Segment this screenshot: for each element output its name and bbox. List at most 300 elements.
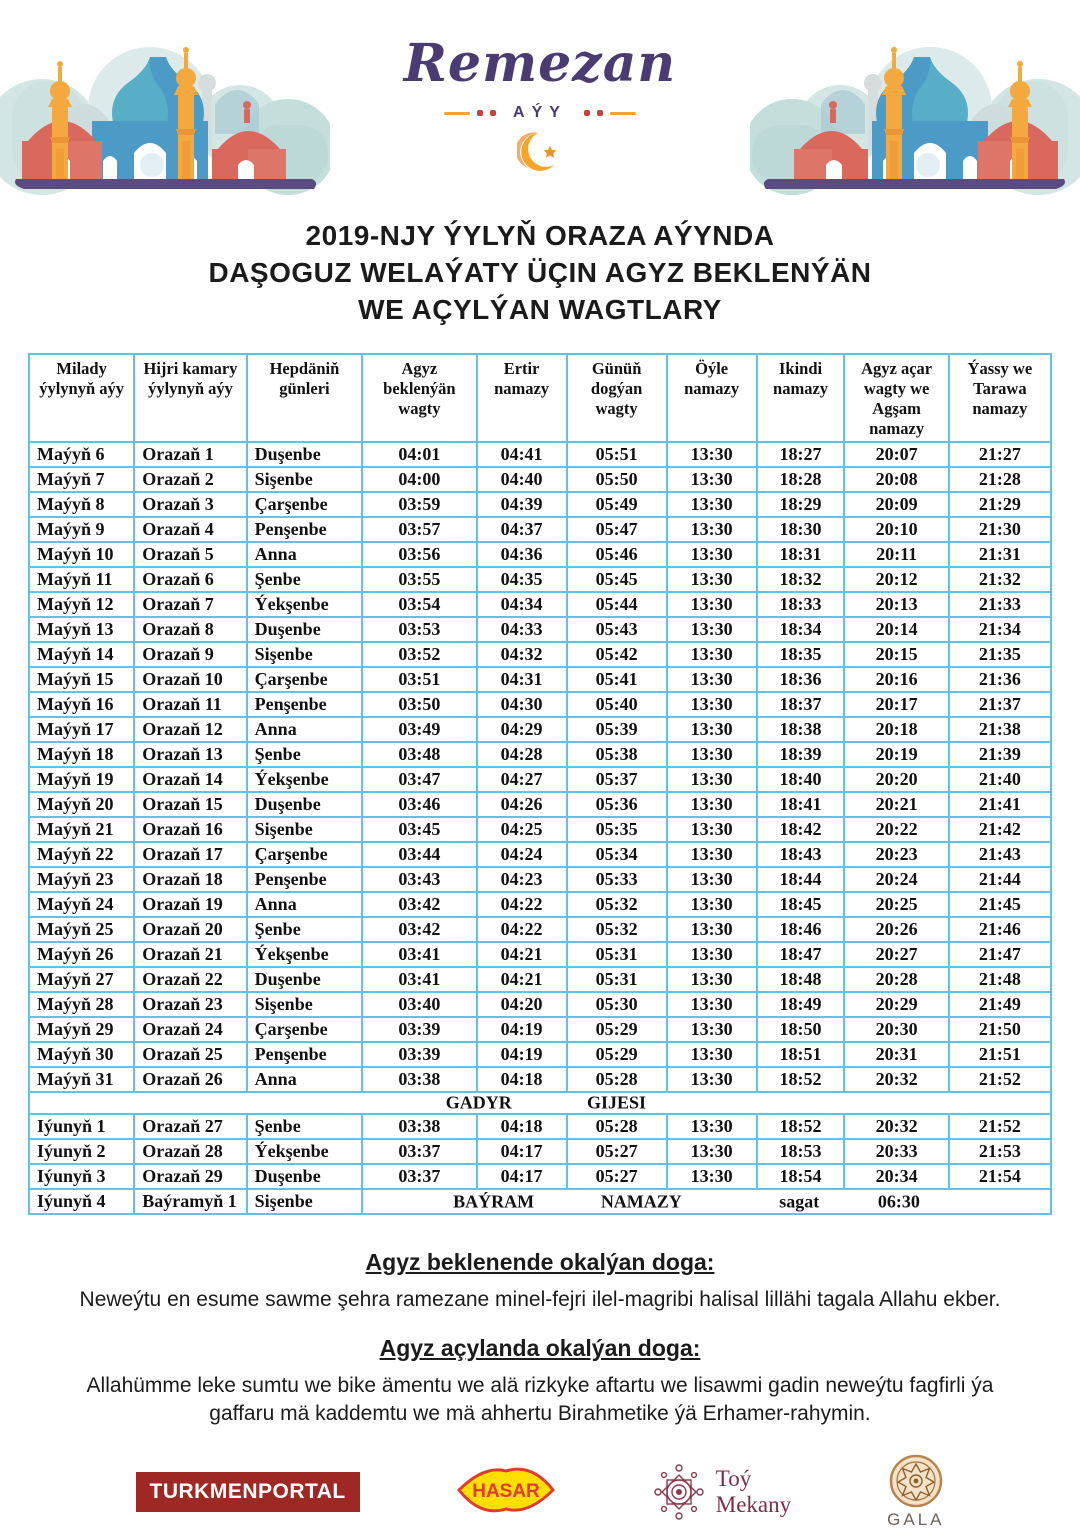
table-cell: 05:40: [567, 692, 667, 717]
table-cell: 13:30: [667, 842, 757, 867]
table-cell: 18:34: [757, 617, 845, 642]
table-cell: Orazaň 18: [134, 867, 246, 892]
table-cell: Iýunyň 4: [29, 1189, 134, 1214]
table-cell: 21:52: [949, 1067, 1051, 1092]
table-cell: 21:32: [949, 567, 1051, 592]
table-cell: 04:31: [477, 667, 567, 692]
brand-subtitle: AÝY: [513, 104, 567, 121]
table-row: [29, 592, 1051, 617]
table-cell: 20:19: [844, 742, 948, 767]
table-cell: 05:38: [567, 742, 667, 767]
table-cell: 04:39: [477, 492, 567, 517]
column-header: Ikindi namazy: [757, 354, 845, 443]
table-cell: 13:30: [667, 917, 757, 942]
table-cell: Sişenbe: [247, 992, 362, 1017]
bayram-label: 06:30: [877, 1191, 920, 1212]
brand-title: Remezan: [403, 33, 677, 94]
table-cell: 05:35: [567, 817, 667, 842]
table-cell: 04:32: [477, 642, 567, 667]
table-row: [29, 867, 1051, 892]
table-cell: 21:42: [949, 817, 1051, 842]
table-cell: 18:36: [757, 667, 845, 692]
table-cell: 18:30: [757, 517, 845, 542]
table-cell: Ýekşenbe: [247, 592, 362, 617]
table-cell: 21:54: [949, 1164, 1051, 1189]
table-cell: Maýyň 15: [29, 667, 134, 692]
table-row: [29, 767, 1051, 792]
table-row: [29, 717, 1051, 742]
table-cell: 20:32: [844, 1114, 948, 1139]
table-cell: 03:39: [362, 1042, 476, 1067]
table-cell: 20:09: [844, 492, 948, 517]
table-cell: 03:38: [362, 1114, 476, 1139]
table-cell: 04:24: [477, 842, 567, 867]
table-cell: 21:53: [949, 1139, 1051, 1164]
table-cell: Şenbe: [247, 917, 362, 942]
ornament-dash-icon: [610, 112, 636, 115]
table-row: [29, 1017, 1051, 1042]
table-cell: Çarşenbe: [247, 1017, 362, 1042]
table-cell: 03:53: [362, 617, 476, 642]
sponsor-logos-row: [0, 1454, 1080, 1530]
doga-heading: Agyz açylanda okalýan doga:: [379, 1334, 701, 1361]
table-header-row: [29, 354, 1051, 443]
table-cell: 20:16: [844, 667, 948, 692]
table-cell: Orazaň 23: [134, 992, 246, 1017]
table-cell: 05:27: [567, 1139, 667, 1164]
bayram-namazy-cell: [362, 1189, 1051, 1214]
table-cell: 03:51: [362, 667, 476, 692]
table-cell: 21:31: [949, 542, 1051, 567]
table-cell: 04:40: [477, 467, 567, 492]
table-cell: 13:30: [667, 992, 757, 1017]
table-cell: 05:45: [567, 567, 667, 592]
table-cell: 20:21: [844, 792, 948, 817]
table-cell: Orazaň 15: [134, 792, 246, 817]
table-cell: 03:55: [362, 567, 476, 592]
turkmenportal-logo: TURKMENPORTAL: [136, 1472, 360, 1512]
table-cell: 05:50: [567, 467, 667, 492]
table-cell: 18:52: [757, 1067, 845, 1092]
ornament-dot-icon: [490, 110, 496, 116]
column-header: Agyz beklenýän wagty: [362, 354, 476, 443]
table-cell: 13:30: [667, 892, 757, 917]
table-cell: Maýyň 9: [29, 517, 134, 542]
page-title: [0, 218, 1080, 329]
table-cell: Maýyň 28: [29, 992, 134, 1017]
table-cell: 04:33: [477, 617, 567, 642]
table-cell: 13:30: [667, 1042, 757, 1067]
table-cell: 18:49: [757, 992, 845, 1017]
table-cell: Orazaň 10: [134, 667, 246, 692]
toy-mekany-text: [716, 1466, 791, 1519]
table-cell: 05:49: [567, 492, 667, 517]
table-cell: 20:27: [844, 942, 948, 967]
doga-heading: Agyz beklenende okalýan doga:: [365, 1249, 715, 1276]
table-cell: 04:17: [477, 1139, 567, 1164]
table-cell: 05:51: [567, 442, 667, 467]
table-row: [29, 692, 1051, 717]
table-cell: 05:33: [567, 867, 667, 892]
ornament-dot-icon: [597, 110, 603, 116]
table-row: [29, 817, 1051, 842]
table-cell: Orazaň 20: [134, 917, 246, 942]
ornament-dot-icon: [477, 110, 483, 116]
table-cell: 04:34: [477, 592, 567, 617]
table-cell: Anna: [247, 717, 362, 742]
table-cell: Ýekşenbe: [247, 1139, 362, 1164]
table-cell: 03:38: [362, 1067, 476, 1092]
table-cell: Maýyň 30: [29, 1042, 134, 1067]
gala-ornament-icon: [889, 1454, 943, 1508]
table-cell: 13:30: [667, 742, 757, 767]
table-cell: 13:30: [667, 1139, 757, 1164]
table-cell: 03:44: [362, 842, 476, 867]
table-cell: 05:28: [567, 1067, 667, 1092]
table-cell: Maýyň 29: [29, 1017, 134, 1042]
table-cell: 04:29: [477, 717, 567, 742]
table-cell: Maýyň 12: [29, 592, 134, 617]
table-cell: Maýyň 16: [29, 692, 134, 717]
table-cell: Maýyň 24: [29, 892, 134, 917]
table-cell: 21:33: [949, 592, 1051, 617]
table-cell: 05:42: [567, 642, 667, 667]
table-cell: Maýyň 13: [29, 617, 134, 642]
table-cell: 05:28: [567, 1114, 667, 1139]
table-cell: Penşenbe: [247, 692, 362, 717]
table-cell: Orazaň 1: [134, 442, 246, 467]
table-cell: 13:30: [667, 1067, 757, 1092]
table-cell: Şenbe: [247, 742, 362, 767]
table-cell: 20:28: [844, 967, 948, 992]
table-cell: 05:30: [567, 992, 667, 1017]
table-cell: Anna: [247, 542, 362, 567]
table-cell: 21:44: [949, 867, 1051, 892]
table-cell: Iýunyň 3: [29, 1164, 134, 1189]
table-cell: 20:07: [844, 442, 948, 467]
table-cell: Orazaň 22: [134, 967, 246, 992]
column-header: Öýle namazy: [667, 354, 757, 443]
table-cell: 13:30: [667, 467, 757, 492]
table-cell: 04:26: [477, 792, 567, 817]
table-cell: 20:34: [844, 1164, 948, 1189]
table-cell: 04:19: [477, 1042, 567, 1067]
table-cell: 18:51: [757, 1042, 845, 1067]
table-cell: Anna: [247, 892, 362, 917]
table-cell: Ýekşenbe: [247, 942, 362, 967]
column-header: Milady ýylynyň aýy: [29, 354, 134, 443]
table-cell: 05:32: [567, 917, 667, 942]
table-cell: 05:37: [567, 767, 667, 792]
table-cell: 04:01: [362, 442, 476, 467]
table-cell: 18:38: [757, 717, 845, 742]
table-cell: 21:38: [949, 717, 1051, 742]
table-cell: 20:31: [844, 1042, 948, 1067]
table-cell: 18:50: [757, 1017, 845, 1042]
table-cell: 03:40: [362, 992, 476, 1017]
table-cell: 20:26: [844, 917, 948, 942]
table-cell: 13:30: [667, 717, 757, 742]
table-cell: 21:40: [949, 767, 1051, 792]
table-row: [29, 542, 1051, 567]
table-cell: 18:54: [757, 1164, 845, 1189]
table-cell: 03:42: [362, 917, 476, 942]
table-cell: 04:37: [477, 517, 567, 542]
table-row: [29, 842, 1051, 867]
table-cell: 20:22: [844, 817, 948, 842]
table-cell: Maýyň 18: [29, 742, 134, 767]
table-cell: 13:30: [667, 1017, 757, 1042]
table-cell: Sişenbe: [247, 642, 362, 667]
table-cell: 05:29: [567, 1017, 667, 1042]
table-cell: 20:11: [844, 542, 948, 567]
table-cell: 04:23: [477, 867, 567, 892]
table-row: [29, 517, 1051, 542]
table-cell: Orazaň 5: [134, 542, 246, 567]
table-cell: 18:39: [757, 742, 845, 767]
table-cell: 05:43: [567, 617, 667, 642]
table-cell: Sişenbe: [247, 1189, 362, 1214]
table-cell: 13:30: [667, 667, 757, 692]
table-cell: 04:35: [477, 567, 567, 592]
doga-text: Allahümme leke sumtu we bike ämentu we alä rizkyke aftartu we lisawmi gadin neweýtu fagfirli ýa gaffaru mä kaddemtu we mä ahhertu Birahmetike ýä Erhamer-rahymin.: [86, 1373, 994, 1426]
table-cell: 18:33: [757, 592, 845, 617]
table-cell: Duşenbe: [247, 617, 362, 642]
crescent-moon-icon: [517, 130, 563, 176]
table-cell: 05:27: [567, 1164, 667, 1189]
gala-logo: [887, 1454, 944, 1530]
table-cell: Orazaň 17: [134, 842, 246, 867]
hero-header: [0, 0, 1080, 202]
table-cell: 03:37: [362, 1139, 476, 1164]
table-cell: 18:48: [757, 967, 845, 992]
table-cell: 21:27: [949, 442, 1051, 467]
table-cell: 13:30: [667, 492, 757, 517]
table-cell: 20:17: [844, 692, 948, 717]
table-cell: Orazaň 12: [134, 717, 246, 742]
table-cell: 13:30: [667, 817, 757, 842]
table-cell: 21:50: [949, 1017, 1051, 1042]
table-cell: 18:46: [757, 917, 845, 942]
table-cell: Anna: [247, 1067, 362, 1092]
table-cell: 18:27: [757, 442, 845, 467]
toy-mekany-line1: Toý: [715, 1465, 752, 1491]
table-cell: 13:30: [667, 642, 757, 667]
table-cell: 18:32: [757, 567, 845, 592]
table-cell: Orazaň 16: [134, 817, 246, 842]
table-cell: 13:30: [667, 1114, 757, 1139]
table-cell: 13:30: [667, 567, 757, 592]
table-row: [29, 642, 1051, 667]
table-cell: Orazaň 3: [134, 492, 246, 517]
table-cell: 03:39: [362, 1017, 476, 1042]
table-cell: 03:57: [362, 517, 476, 542]
table-cell: 03:37: [362, 1164, 476, 1189]
table-cell: 05:31: [567, 942, 667, 967]
table-cell: 03:54: [362, 592, 476, 617]
table-cell: 04:20: [477, 992, 567, 1017]
title-line: WE AÇYLÝAN WAGTLARY: [358, 293, 722, 325]
table-cell: Penşenbe: [247, 1042, 362, 1067]
gadyr-label: GIJESI: [586, 1092, 647, 1113]
table-cell: Duşenbe: [247, 792, 362, 817]
table-cell: 13:30: [667, 592, 757, 617]
table-cell: Orazaň 25: [134, 1042, 246, 1067]
brand-subtitle-row: [0, 104, 1080, 122]
table-cell: Şenbe: [247, 1114, 362, 1139]
column-header: Agyz açar wagty we Agşam namazy: [844, 354, 948, 443]
table-cell: 20:23: [844, 842, 948, 867]
table-cell: 18:40: [757, 767, 845, 792]
table-cell: Maýyň 17: [29, 717, 134, 742]
table-cell: 04:28: [477, 742, 567, 767]
table-cell: 13:30: [667, 692, 757, 717]
table-cell: Orazaň 7: [134, 592, 246, 617]
ornament-dot-icon: [584, 110, 590, 116]
table-cell: Orazaň 24: [134, 1017, 246, 1042]
table-cell: 04:21: [477, 967, 567, 992]
table-cell: Orazaň 6: [134, 567, 246, 592]
ornament-dash-icon: [444, 112, 470, 115]
table-cell: Orazaň 26: [134, 1067, 246, 1092]
table-cell: 13:30: [667, 967, 757, 992]
table-cell: Orazaň 21: [134, 942, 246, 967]
table-cell: Maýyň 6: [29, 442, 134, 467]
table-cell: 04:17: [477, 1164, 567, 1189]
title-line: DAŞOGUZ WELAÝATY ÜÇIN AGYZ BEKLENÝÄN: [208, 256, 872, 288]
column-header: Ertir namazy: [477, 354, 567, 443]
doga-text: Neweýtu en esume sawme şehra ramezane minel-fejri ilel-magribi halisal lillähi tagala Allahu ekber.: [79, 1288, 1001, 1312]
table-cell: 05:44: [567, 592, 667, 617]
table-row: [29, 742, 1051, 767]
table-cell: Maýyň 10: [29, 542, 134, 567]
table-cell: Orazaň 19: [134, 892, 246, 917]
table-cell: Duşenbe: [247, 967, 362, 992]
table-cell: 03:43: [362, 867, 476, 892]
doga-section-fasting: [0, 1249, 1080, 1314]
table-row: [29, 792, 1051, 817]
table-cell: 21:49: [949, 992, 1051, 1017]
prayer-times-table-wrapper: [28, 353, 1052, 1216]
table-cell: 21:37: [949, 692, 1051, 717]
table-cell: Maýyň 23: [29, 867, 134, 892]
table-cell: 04:18: [477, 1114, 567, 1139]
table-cell: Orazaň 27: [134, 1114, 246, 1139]
brand-block: [0, 33, 1080, 181]
table-cell: Maýyň 26: [29, 942, 134, 967]
table-cell: 21:34: [949, 617, 1051, 642]
table-row: [29, 1114, 1051, 1139]
table-cell: Maýyň 7: [29, 467, 134, 492]
table-cell: 05:39: [567, 717, 667, 742]
table-cell: Orazaň 14: [134, 767, 246, 792]
table-cell: 20:08: [844, 467, 948, 492]
table-cell: Orazaň 29: [134, 1164, 246, 1189]
table-cell: 04:36: [477, 542, 567, 567]
table-cell: Orazaň 13: [134, 742, 246, 767]
table-cell: Duşenbe: [247, 442, 362, 467]
table-cell: 18:44: [757, 867, 845, 892]
table-cell: Sişenbe: [247, 467, 362, 492]
table-cell: 20:33: [844, 1139, 948, 1164]
table-cell: 18:42: [757, 817, 845, 842]
table-cell: 18:43: [757, 842, 845, 867]
table-cell: 05:41: [567, 667, 667, 692]
table-cell: Çarşenbe: [247, 667, 362, 692]
table-cell: Orazaň 28: [134, 1139, 246, 1164]
table-cell: 03:49: [362, 717, 476, 742]
toy-mekany-ornament-icon: [652, 1462, 706, 1522]
table-cell: 03:50: [362, 692, 476, 717]
table-row: [29, 492, 1051, 517]
table-cell: Maýyň 25: [29, 917, 134, 942]
table-cell: Iýunyň 2: [29, 1139, 134, 1164]
table-row: [29, 992, 1051, 1017]
toy-mekany-line2: Mekany: [715, 1492, 792, 1518]
table-cell: 04:22: [477, 917, 567, 942]
table-row: [29, 1139, 1051, 1164]
table-cell: 18:47: [757, 942, 845, 967]
table-cell: 03:46: [362, 792, 476, 817]
bayram-row: [29, 1189, 1051, 1214]
table-cell: 20:30: [844, 1017, 948, 1042]
table-cell: Penşenbe: [247, 517, 362, 542]
table-cell: 13:30: [667, 867, 757, 892]
table-cell: Maýyň 31: [29, 1067, 134, 1092]
gadyr-row: [29, 1092, 1051, 1114]
table-cell: 04:41: [477, 442, 567, 467]
table-cell: 13:30: [667, 1164, 757, 1189]
table-cell: 04:18: [477, 1067, 567, 1092]
table-cell: Orazaň 2: [134, 467, 246, 492]
table-cell: 20:24: [844, 867, 948, 892]
table-cell: 04:25: [477, 817, 567, 842]
table-row: [29, 917, 1051, 942]
table-row: [29, 942, 1051, 967]
table-cell: 03:56: [362, 542, 476, 567]
table-cell: Duşenbe: [247, 1164, 362, 1189]
table-cell: 13:30: [667, 942, 757, 967]
table-cell: Maýyň 8: [29, 492, 134, 517]
table-cell: 03:45: [362, 817, 476, 842]
table-cell: 20:25: [844, 892, 948, 917]
prayer-times-table: [28, 353, 1052, 1216]
table-cell: 21:35: [949, 642, 1051, 667]
table-cell: Maýyň 20: [29, 792, 134, 817]
table-cell: 21:28: [949, 467, 1051, 492]
table-cell: 18:31: [757, 542, 845, 567]
table-cell: 20:10: [844, 517, 948, 542]
table-row: [29, 1067, 1051, 1092]
column-header: Günüň dogýan wagty: [567, 354, 667, 443]
table-cell: Orazaň 11: [134, 692, 246, 717]
table-cell: 20:18: [844, 717, 948, 742]
table-cell: Çarşenbe: [247, 842, 362, 867]
table-cell: 20:14: [844, 617, 948, 642]
table-cell: 18:45: [757, 892, 845, 917]
table-cell: Maýyň 21: [29, 817, 134, 842]
table-cell: 21:39: [949, 742, 1051, 767]
table-cell: Orazaň 9: [134, 642, 246, 667]
prayer-table-body: [29, 442, 1051, 1214]
table-cell: Maýyň 14: [29, 642, 134, 667]
table-cell: 05:47: [567, 517, 667, 542]
table-row: [29, 667, 1051, 692]
table-row: [29, 892, 1051, 917]
table-cell: Şenbe: [247, 567, 362, 592]
table-cell: 20:29: [844, 992, 948, 1017]
table-cell: 03:59: [362, 492, 476, 517]
